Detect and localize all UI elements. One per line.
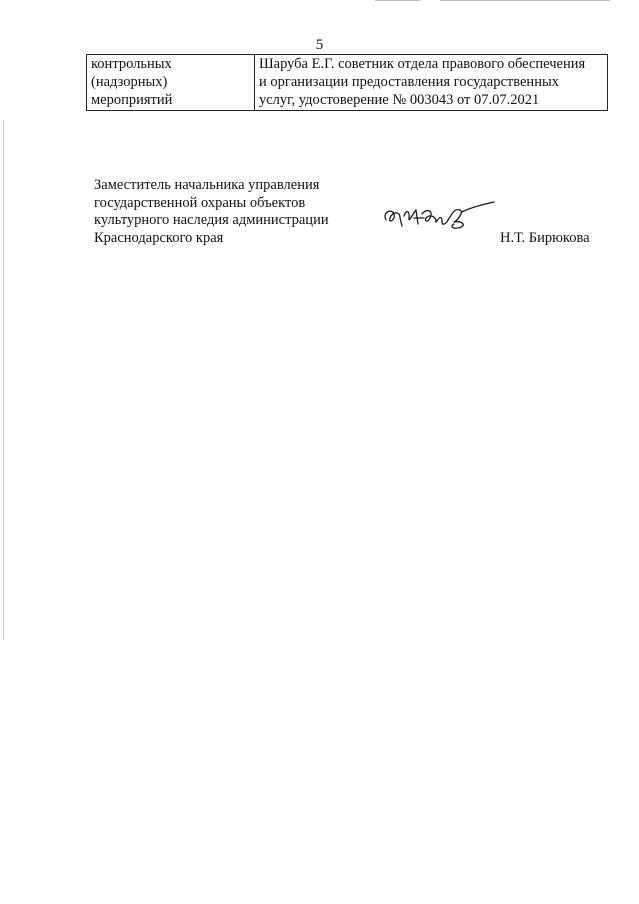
table-row bbox=[87, 55, 608, 111]
scan-edge-shadow bbox=[3, 120, 4, 640]
scan-top-mark bbox=[375, 0, 420, 1]
cell-text-line: контрольных bbox=[91, 56, 172, 72]
position-line: государственной охраны объектов bbox=[94, 194, 306, 211]
cell-text-line: услуг, удостоверение № 003043 от 07.07.2021 bbox=[259, 92, 540, 108]
table-cell-event-type bbox=[87, 55, 255, 111]
signatory-position bbox=[94, 177, 329, 247]
scan-top-mark bbox=[440, 0, 610, 1]
position-line: культурного наследия администрации bbox=[94, 212, 329, 228]
signatory-name: Н.Т. Бирюкова bbox=[500, 230, 590, 246]
cell-text-line: Шаруба Е.Г. советник отдела правового обеспечения bbox=[259, 56, 586, 72]
page-number: 5 bbox=[315, 37, 324, 53]
table-cell-inspector bbox=[255, 55, 608, 111]
cell-text-line: и организации предоставления государственных bbox=[259, 74, 559, 90]
cell-text-line: (надзорных) bbox=[91, 74, 168, 90]
position-line: Заместитель начальника управления bbox=[94, 177, 320, 193]
document-table bbox=[86, 54, 608, 111]
handwritten-signature-image bbox=[378, 198, 498, 234]
cell-text-line: мероприятий bbox=[91, 92, 173, 108]
position-line: Краснодарского края bbox=[94, 229, 224, 246]
